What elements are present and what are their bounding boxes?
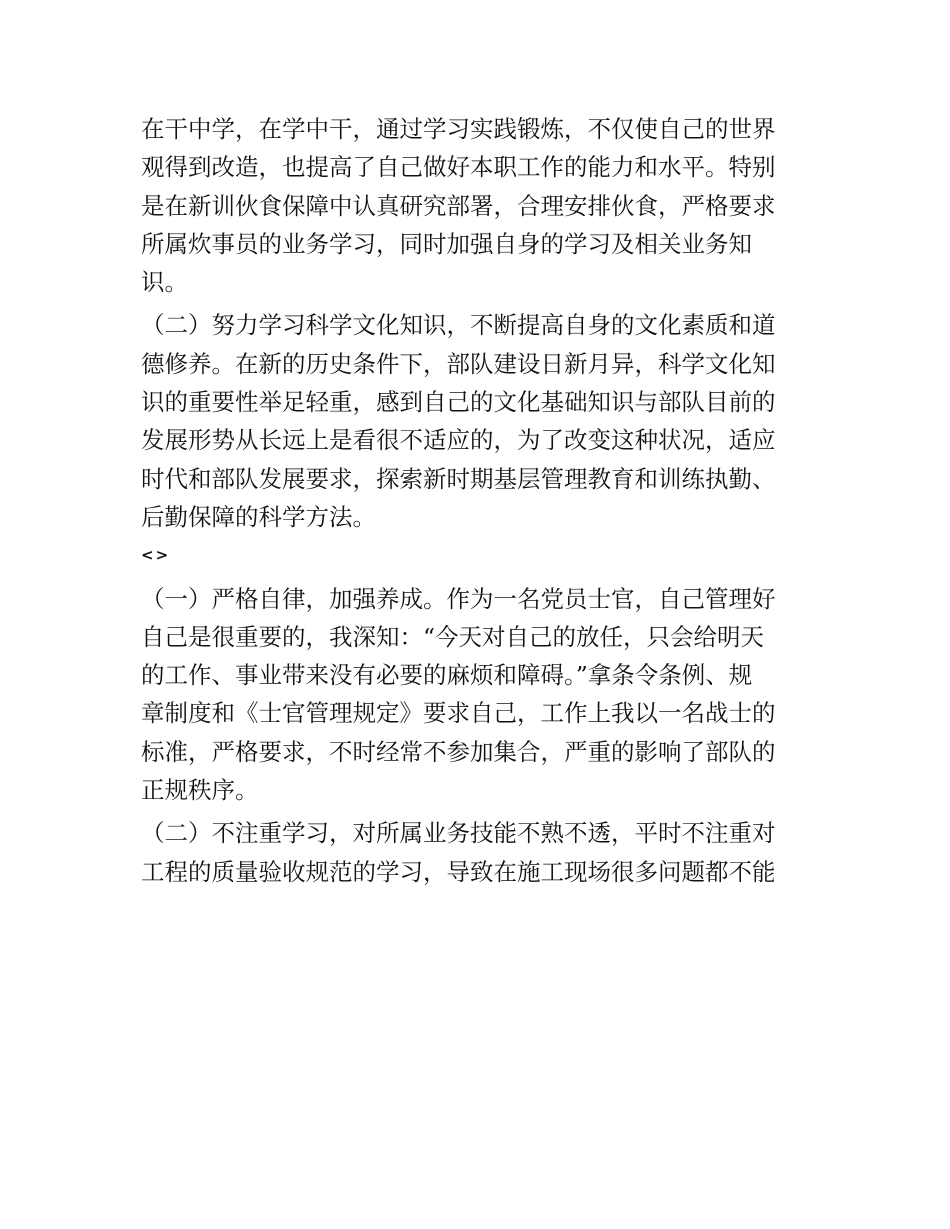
text-line: 所属炊事员的业务学习，同时加强自身的学习及相关业务知 — [141, 229, 752, 258]
paragraph-self-discipline — [141, 580, 813, 810]
text-line: 发展形势从长远上是看很不适应的，为了改变这种状况，适应 — [141, 426, 776, 455]
document-body — [141, 110, 813, 891]
text-line: 德修养。在新的历史条件下，部队建设日新月异，科学文化知 — [141, 349, 776, 378]
text-line: 在干中学，在学中干，通过学习实践锻炼，不仅使自己的世界 — [141, 115, 776, 143]
section-marker: <> — [141, 546, 171, 565]
text-line: （一）严格自律，加强养成。作为一名党员士官，自己管理好 — [141, 584, 776, 613]
text-line: 是在新训伙食保障中认真研究部署，合理安排伙食，严格要求 — [141, 191, 776, 220]
text-line: 识。 — [141, 268, 188, 297]
text-line: 后勤保障的科学方法。 — [141, 502, 376, 531]
text-line: 时代和部队发展要求，探索新时期基层管理教育和训练执勤、 — [141, 464, 776, 493]
paragraph-study-neglect — [141, 814, 813, 891]
text-line: 章制度和《士官管理规定》要求自己，工作上我以一名战士的 — [141, 699, 776, 728]
paragraph-study-culture — [141, 306, 813, 536]
text-line: （二）不注重学习，对所属业务技能不熟不透，平时不注重对 — [141, 819, 776, 848]
text-line: 识的重要性举足轻重，感到自己的文化基础知识与部队目前的 — [141, 388, 776, 417]
text-line: 标准，严格要求，不时经常不参加集合，严重的影响了部队的 — [141, 737, 776, 766]
text-line: （二）努力学习科学文化知识，不断提高自身的文化素质和道 — [141, 311, 776, 340]
text-line: 工程的质量验收规范的学习，导致在施工现场很多问题都不能 — [141, 857, 776, 886]
paragraph-continuation — [141, 110, 813, 301]
text-line: 正规秩序。 — [141, 776, 259, 805]
text-line: 观得到改造，也提高了自己做好本职工作的能力和水平。特别 — [141, 153, 776, 182]
text-line: 的工作、事业带来没有必要的麻烦和障碍。”拿条令条例、规 — [141, 661, 753, 690]
text-line: 自己是很重要的，我深知：“今天对自己的放任，只会给明天 — [141, 622, 765, 651]
